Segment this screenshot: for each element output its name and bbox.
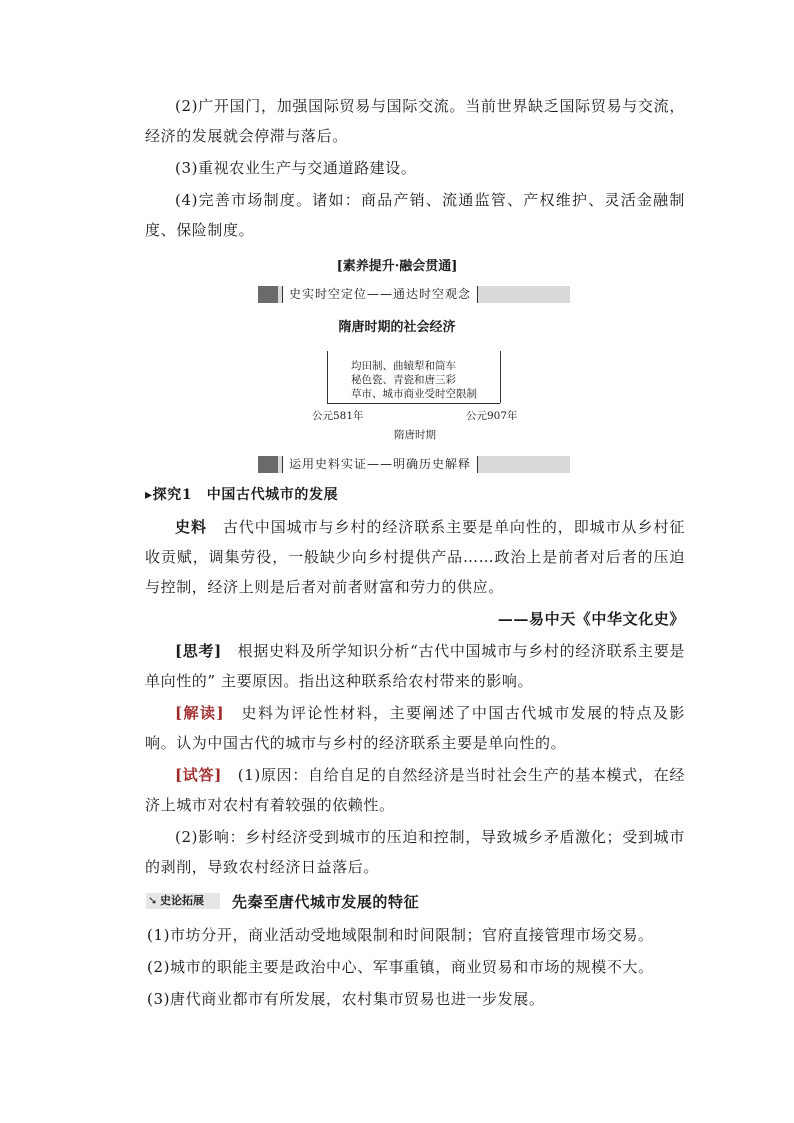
paragraph-2: (2)广开国门，加强国际贸易与国际交流。当前世界缺乏国际贸易与交流，经济的发展就会停滞与落后。 xyxy=(145,97,685,145)
think-text: 根据史料及所学知识分析“古代中国城市与乡村的经济联系主要是单向性的” 主要原因。指出这种联系给农村带来的影响。 xyxy=(145,642,685,690)
section-title: [素养提升·融会贯通] xyxy=(336,259,458,274)
timeline-start-label: 公元581年 xyxy=(312,410,364,422)
section-bar-timeline xyxy=(258,286,570,303)
material-tag: 史料 xyxy=(175,518,207,536)
arrow-icon: ➘ xyxy=(148,894,158,907)
explore-heading: ▸探究1 中国古代城市的发展 xyxy=(145,487,339,503)
material-source: ——易中天《中华文化史》 xyxy=(497,610,685,628)
think-tag: [思考] xyxy=(175,642,222,660)
extension-point: (2)城市的职能主要是政治中心、军事重镇，商业贸易和市场的规模不大。 xyxy=(147,958,654,976)
timeline-axis xyxy=(327,403,500,404)
answer-text-1: (1)原因：自给自足的自然经济是当时社会生产的基本模式，在经济上城市对农村有着较强的依赖性。 xyxy=(145,766,685,814)
extension-badge-label: 史论拓展 xyxy=(160,894,204,907)
bar-label: 运用史料实证——明确历史解释 xyxy=(282,456,478,473)
extension-title: 先秦至唐代城市发展的特征 xyxy=(232,893,420,911)
section-bar-sources xyxy=(258,456,570,473)
extension-point: (1)市坊分开，商业活动受地域限制和时间限制；官府直接管理市场交易。 xyxy=(147,926,654,944)
bar-label: 史实时空定位——通达时空观念 xyxy=(282,286,478,303)
material-text: 古代中国城市与乡村的经济联系主要是单向性的，即城市从乡村征收贡赋，调集劳役，一般缺少向乡村提供产品……政治上是前者对后者的压迫与控制，经济上则是后者对前者财富和劳力的供应。 xyxy=(145,518,686,596)
timeline-end-label: 公元907年 xyxy=(466,410,518,422)
timeline-item: 均田制、曲辕犁和筒车 xyxy=(351,360,456,372)
bar-square-icon xyxy=(258,456,278,473)
read-paragraph xyxy=(145,698,685,758)
answer-paragraph-1 xyxy=(145,760,685,820)
paragraph-4: (4)完善市场制度。诸如：商品产销、流通监管、产权维护、灵活金融制度、保险制度。 xyxy=(145,191,685,239)
read-text: 史料为评论性材料，主要阐述了中国古代城市发展的特点及影响。认为中国古代的城市与乡村的经济联系主要是单向性的。 xyxy=(145,704,685,752)
extension-badge xyxy=(146,893,220,909)
bar-square-icon xyxy=(258,286,278,303)
extension-point: (3)唐代商业都市有所发展，农村集市贸易也进一步发展。 xyxy=(147,990,545,1008)
timeline-title: 隋唐时期的社会经济 xyxy=(338,320,456,335)
read-tag: [解读] xyxy=(175,704,225,722)
paragraph-3: (3)重视农业生产与交通道路建设。 xyxy=(175,159,417,177)
timeline-period-label: 隋唐时期 xyxy=(394,429,436,441)
answer-paragraph-2: (2)影响：乡村经济受到城市的压迫和控制，导致城乡矛盾激化；受到城市的剥削，导致农村经济日益落后。 xyxy=(145,828,685,876)
timeline-item: 秘色瓷、青瓷和唐三彩 xyxy=(351,374,456,386)
material-paragraph xyxy=(145,512,685,602)
answer-tag: [试答] xyxy=(175,766,222,784)
think-paragraph xyxy=(145,636,685,696)
timeline-item: 草市、城市商业受时空限制 xyxy=(351,388,477,400)
